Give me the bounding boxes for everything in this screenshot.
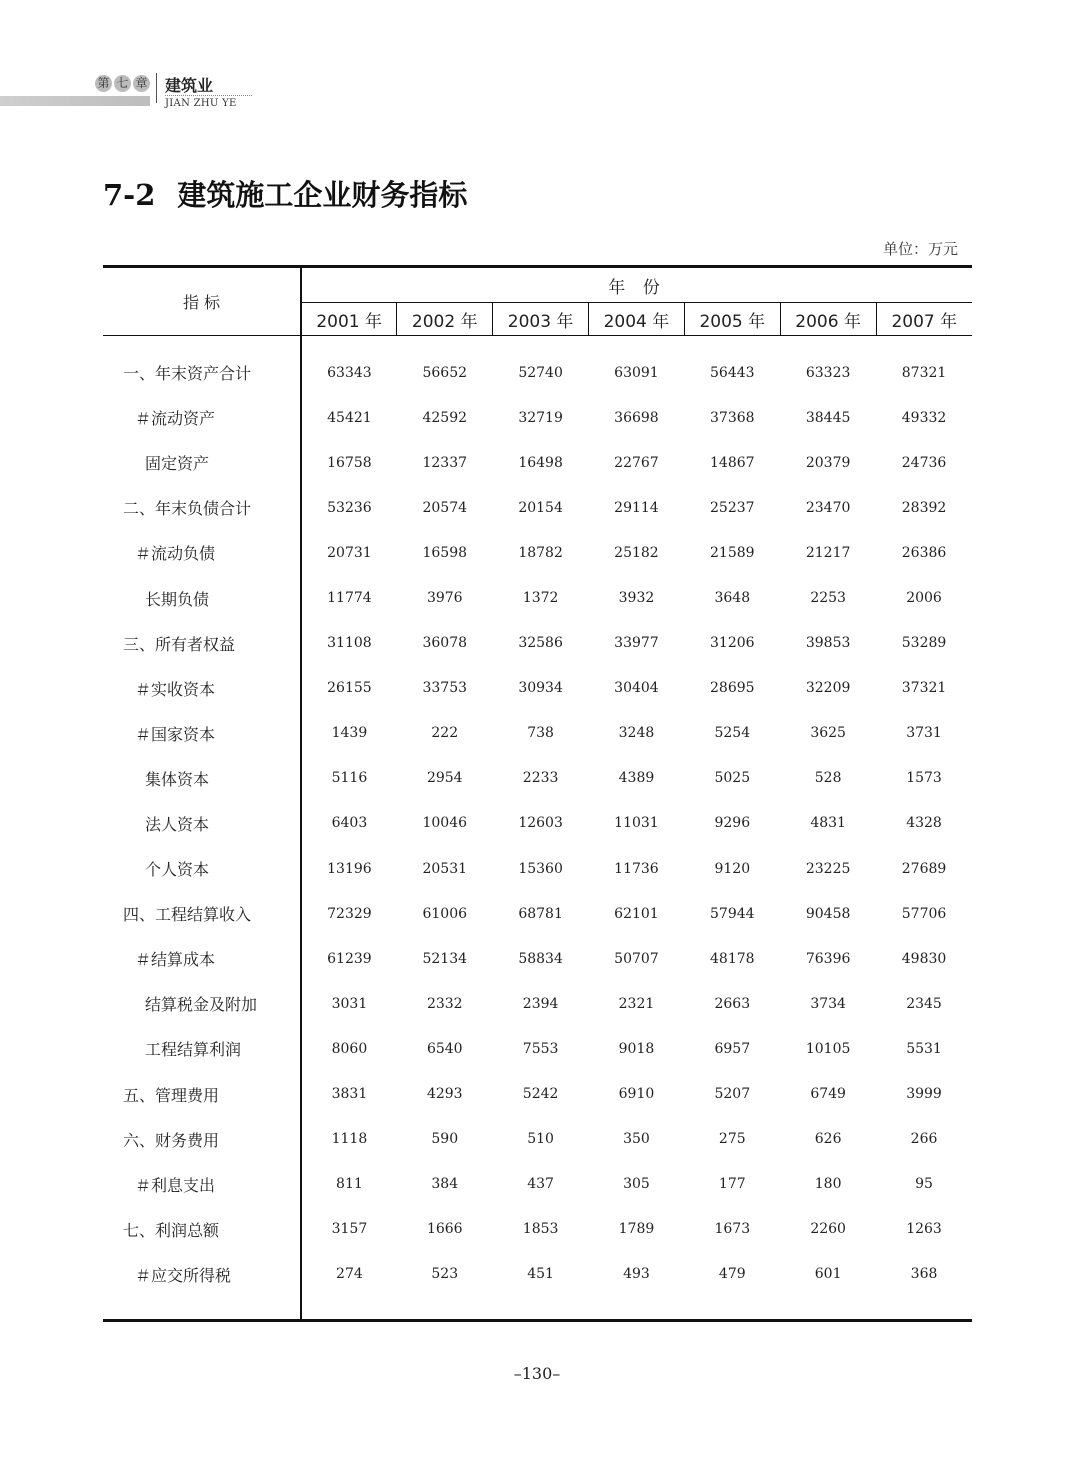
spacer-cell [103, 1297, 301, 1321]
value-cell: 1118 [331, 1131, 368, 1148]
value-cell: 21589 [710, 544, 755, 561]
page-title [103, 173, 467, 214]
value-cell: 180 [814, 1176, 842, 1193]
value-cell: 45421 [327, 409, 372, 426]
value-cell: 2663 [714, 995, 751, 1012]
value-cell: 10046 [422, 815, 468, 832]
value-cell: 50707 [614, 950, 659, 967]
table-row [103, 756, 972, 801]
value-cell: 11736 [614, 860, 659, 877]
table-row [103, 846, 972, 891]
value-cell: 2233 [522, 770, 559, 787]
value-cell: 523 [431, 1266, 459, 1283]
value-cell: 18782 [518, 544, 563, 561]
value-cell: 2253 [810, 590, 846, 607]
value-cell: 1853 [522, 1221, 559, 1238]
row-label: 三、所有者权益 [103, 621, 301, 666]
table-number: 7-2 [103, 178, 156, 212]
value-cell: 626 [814, 1131, 842, 1148]
year-header: 2007 年 [876, 303, 972, 336]
value-cell: 56652 [422, 364, 468, 381]
value-cell: 23470 [805, 499, 851, 516]
value-cell: 21217 [805, 544, 851, 561]
value-cell: 3999 [906, 1086, 942, 1103]
value-cell: 9018 [618, 1040, 655, 1057]
table-body [103, 336, 972, 1321]
row-label: 法人资本 [103, 801, 301, 846]
year-header: 2001 年 [301, 303, 397, 336]
value-cell: 3248 [618, 725, 655, 742]
value-cell: 811 [336, 1176, 363, 1193]
unit-note: 单位：万元 [882, 240, 958, 258]
value-cell: 39853 [805, 635, 851, 652]
value-cell: 2260 [810, 1221, 846, 1238]
value-cell: 3831 [331, 1086, 368, 1103]
value-cell: 4831 [810, 815, 846, 832]
value-cell: 3157 [331, 1221, 368, 1238]
value-cell: 4293 [426, 1086, 463, 1103]
row-label: ＃应交所得税 [103, 1252, 301, 1297]
value-cell: 24736 [901, 454, 947, 471]
value-cell: 4328 [906, 815, 942, 832]
year-header: 2005 年 [684, 303, 780, 336]
value-cell: 15360 [518, 860, 563, 877]
value-cell: 36078 [422, 635, 468, 652]
spacer-cell [493, 1297, 589, 1321]
value-cell: 12603 [518, 815, 563, 832]
table-row [103, 440, 972, 485]
value-cell: 2394 [522, 995, 559, 1012]
year-header: 2003 年 [493, 303, 589, 336]
value-cell: 16758 [327, 454, 372, 471]
value-cell: 30404 [614, 680, 659, 697]
header-band [0, 96, 150, 106]
row-label: 一、年末资产合计 [103, 336, 301, 396]
indicator-header: 指 标 [103, 267, 301, 336]
value-cell: 7553 [522, 1040, 559, 1057]
value-cell: 56443 [710, 364, 755, 381]
value-cell: 275 [718, 1131, 746, 1148]
value-cell: 90458 [805, 905, 851, 922]
value-cell: 61006 [422, 905, 468, 922]
value-cell: 26155 [327, 680, 372, 697]
value-cell: 76396 [805, 950, 851, 967]
row-label: 集体资本 [103, 756, 301, 801]
value-cell: 3932 [618, 590, 655, 607]
value-cell: 1573 [906, 770, 942, 787]
table-row [103, 1072, 972, 1117]
value-cell: 26386 [901, 544, 947, 561]
header-divider [156, 73, 157, 103]
value-cell: 29114 [614, 499, 659, 516]
value-cell: 601 [814, 1266, 842, 1283]
value-cell: 3734 [810, 995, 846, 1012]
value-cell: 5531 [906, 1040, 942, 1057]
value-cell: 738 [527, 725, 554, 742]
table-row [103, 801, 972, 846]
value-cell: 32209 [805, 680, 851, 697]
value-cell: 72329 [327, 905, 372, 922]
value-cell: 222 [431, 725, 459, 742]
chapter-title: 建筑业 [165, 76, 214, 95]
value-cell: 49332 [901, 409, 947, 426]
value-cell: 493 [623, 1266, 650, 1283]
financial-indicators-table [103, 265, 972, 1322]
value-cell: 42592 [422, 409, 468, 426]
value-cell: 1439 [331, 725, 368, 742]
table-title: 建筑施工企业财务指标 [177, 178, 468, 212]
value-cell: 2006 [906, 590, 942, 607]
value-cell: 32719 [518, 409, 563, 426]
table-row [103, 936, 972, 981]
value-cell: 451 [527, 1266, 554, 1283]
row-label: 个人资本 [103, 846, 301, 891]
value-cell: 62101 [614, 905, 659, 922]
row-label: 工程结算利润 [103, 1026, 301, 1071]
row-label: ＃利息支出 [103, 1162, 301, 1207]
value-cell: 350 [623, 1131, 650, 1148]
value-cell: 53289 [901, 635, 947, 652]
year-group-header: 年 份 [301, 267, 972, 303]
value-cell: 3625 [810, 725, 846, 742]
row-label: 长期负债 [103, 575, 301, 620]
table-header [103, 267, 972, 336]
table-row [103, 485, 972, 530]
value-cell: 479 [718, 1266, 746, 1283]
value-cell: 3976 [426, 590, 463, 607]
value-cell: 9296 [714, 815, 751, 832]
value-cell: 27689 [901, 860, 947, 877]
value-cell: 5025 [714, 770, 751, 787]
value-cell: 57706 [901, 905, 947, 922]
year-header: 2002 年 [397, 303, 493, 336]
value-cell: 590 [431, 1131, 459, 1148]
value-cell: 5254 [714, 725, 751, 742]
row-label: 固定资产 [103, 440, 301, 485]
value-cell: 2345 [906, 995, 942, 1012]
value-cell: 16598 [422, 544, 468, 561]
value-cell: 5207 [714, 1086, 751, 1103]
chapter-char: 第 [95, 75, 112, 92]
chapter-char: 七 [114, 75, 131, 92]
row-label: 结算税金及附加 [103, 981, 301, 1026]
value-cell: 31206 [710, 635, 755, 652]
value-cell: 11774 [327, 590, 372, 607]
table-row [103, 1026, 972, 1071]
value-cell: 37368 [710, 409, 755, 426]
table-row [103, 395, 972, 440]
chapter-pinyin: JIAN ZHU YE [165, 98, 237, 109]
value-cell: 25182 [614, 544, 659, 561]
value-cell: 48178 [710, 950, 755, 967]
table-row [103, 1207, 972, 1252]
value-cell: 1789 [618, 1221, 655, 1238]
row-label: ＃结算成本 [103, 936, 301, 981]
value-cell: 384 [431, 1176, 459, 1193]
value-cell: 57944 [710, 905, 755, 922]
value-cell: 22767 [614, 454, 659, 471]
value-cell: 20154 [518, 499, 563, 516]
table-row [103, 530, 972, 575]
table-row [103, 711, 972, 756]
row-label: 六、财务费用 [103, 1117, 301, 1162]
value-cell: 53236 [327, 499, 372, 516]
value-cell: 25237 [710, 499, 755, 516]
value-cell: 20531 [422, 860, 468, 877]
value-cell: 68781 [518, 905, 563, 922]
table-row [103, 1162, 972, 1207]
value-cell: 510 [527, 1131, 554, 1148]
value-cell: 61239 [327, 950, 372, 967]
row-label: ＃实收资本 [103, 666, 301, 711]
row-label: 五、管理费用 [103, 1072, 301, 1117]
table-row [103, 575, 972, 620]
value-cell: 52740 [518, 364, 563, 381]
value-cell: 33977 [614, 635, 659, 652]
value-cell: 1372 [522, 590, 559, 607]
value-cell: 95 [915, 1176, 933, 1193]
table-spacer-row [103, 1297, 972, 1321]
chapter-char: 章 [133, 75, 150, 92]
page-number: –130– [513, 1364, 561, 1383]
value-cell: 52134 [422, 950, 468, 967]
spacer-cell [780, 1297, 876, 1321]
table-row [103, 981, 972, 1026]
value-cell: 33753 [422, 680, 468, 697]
value-cell: 3031 [331, 995, 368, 1012]
value-cell: 4389 [618, 770, 655, 787]
value-cell: 5116 [331, 770, 368, 787]
value-cell: 20731 [327, 544, 372, 561]
value-cell: 2321 [618, 995, 655, 1012]
value-cell: 11031 [614, 815, 659, 832]
value-cell: 58834 [518, 950, 563, 967]
value-cell: 28392 [901, 499, 947, 516]
value-cell: 6957 [714, 1040, 751, 1057]
value-cell: 31108 [327, 635, 372, 652]
value-cell: 1673 [714, 1221, 751, 1238]
value-cell: 437 [527, 1176, 554, 1193]
value-cell: 3731 [906, 725, 942, 742]
row-label: ＃国家资本 [103, 711, 301, 756]
value-cell: 3648 [714, 590, 751, 607]
spacer-cell [684, 1297, 780, 1321]
value-cell: 368 [910, 1266, 938, 1283]
value-cell: 6403 [331, 815, 368, 832]
value-cell: 63323 [805, 364, 851, 381]
value-cell: 30934 [518, 680, 563, 697]
value-cell: 10105 [805, 1040, 851, 1057]
value-cell: 305 [623, 1176, 650, 1193]
value-cell: 1666 [426, 1221, 463, 1238]
value-cell: 6540 [426, 1040, 463, 1057]
row-label: ＃流动负债 [103, 530, 301, 575]
value-cell: 36698 [614, 409, 659, 426]
value-cell: 266 [910, 1131, 938, 1148]
value-cell: 32586 [518, 635, 563, 652]
value-cell: 6749 [810, 1086, 846, 1103]
chapter-rule [165, 95, 252, 97]
table-row [103, 336, 972, 396]
table-row [103, 666, 972, 711]
table-row [103, 621, 972, 666]
value-cell: 177 [718, 1176, 746, 1193]
value-cell: 20379 [805, 454, 851, 471]
value-cell: 9120 [714, 860, 751, 877]
value-cell: 63343 [327, 364, 372, 381]
value-cell: 87321 [901, 364, 947, 381]
value-cell: 528 [814, 770, 842, 787]
year-header: 2004 年 [589, 303, 685, 336]
value-cell: 49830 [901, 950, 947, 967]
row-label: 四、工程结算收入 [103, 891, 301, 936]
value-cell: 28695 [710, 680, 755, 697]
spacer-cell [876, 1297, 972, 1321]
value-cell: 274 [336, 1266, 363, 1283]
value-cell: 63091 [614, 364, 659, 381]
value-cell: 16498 [518, 454, 563, 471]
value-cell: 13196 [327, 860, 372, 877]
spacer-cell [397, 1297, 493, 1321]
table-row [103, 1117, 972, 1162]
row-label: ＃流动资产 [103, 395, 301, 440]
value-cell: 23225 [805, 860, 851, 877]
value-cell: 37321 [901, 680, 947, 697]
value-cell: 8060 [331, 1040, 368, 1057]
row-label: 七、利润总额 [103, 1207, 301, 1252]
spacer-cell [301, 1297, 397, 1321]
value-cell: 14867 [710, 454, 755, 471]
value-cell: 1263 [906, 1221, 942, 1238]
value-cell: 2332 [426, 995, 463, 1012]
table-row [103, 891, 972, 936]
table-row [103, 1252, 972, 1297]
chapter-badge [95, 75, 150, 92]
year-header: 2006 年 [780, 303, 876, 336]
value-cell: 20574 [422, 499, 468, 516]
spacer-cell [589, 1297, 685, 1321]
value-cell: 6910 [618, 1086, 655, 1103]
row-label: 二、年末负债合计 [103, 485, 301, 530]
value-cell: 5242 [522, 1086, 559, 1103]
value-cell: 12337 [422, 454, 468, 471]
value-cell: 38445 [805, 409, 851, 426]
value-cell: 2954 [426, 770, 463, 787]
